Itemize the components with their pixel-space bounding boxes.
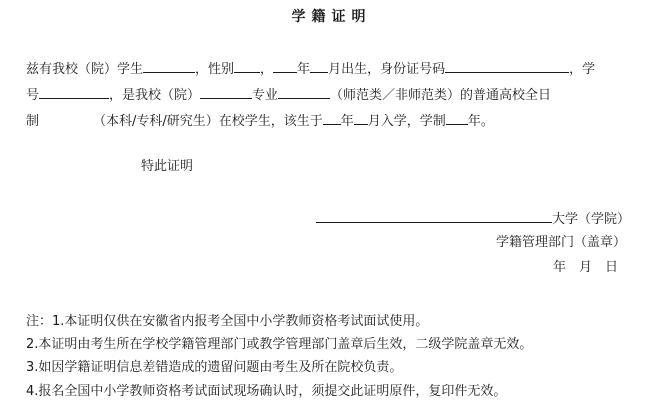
text-segment: 兹有我校（院）学生 <box>26 62 144 77</box>
note-item: 注：1.本证明仅供在安徽省内报考全国中小学教师资格考试面试使用。 <box>26 314 429 329</box>
student-name-blank <box>143 59 195 73</box>
body-line-2 <box>26 85 551 105</box>
text-segment: 专业 <box>252 88 279 103</box>
study-years-blank <box>446 111 468 125</box>
signature-university <box>316 209 630 229</box>
text-segment: 月入学，学制 <box>367 114 446 129</box>
certify-statement: 特此证明 <box>141 159 194 174</box>
university-label: 大学（学院） <box>552 212 631 227</box>
text-segment: （师范类／非师范类）的普通高校全日 <box>330 88 552 103</box>
university-name-blank <box>316 209 552 223</box>
birth-year-blank <box>273 59 297 73</box>
text-segment: 号 <box>26 88 40 103</box>
text-segment: 年 <box>340 114 354 129</box>
document-title: 学籍证明 <box>291 9 372 25</box>
body-line-1 <box>26 59 595 79</box>
note-item: 2.本证明由考生所在学校学籍管理部门或教学管理部门盖章后生效，二级学院盖章无效。 <box>26 337 533 352</box>
text-segment: 年。 <box>467 114 494 129</box>
text-segment: （本科/专科/研究生）在校学生，该生于 <box>93 114 323 129</box>
student-id-blank <box>39 85 109 99</box>
enroll-month-blank <box>354 111 368 125</box>
text-segment: ， <box>260 62 274 77</box>
text-segment: 月出生，身份证号码 <box>328 62 446 77</box>
text-segment: ，性别 <box>195 62 235 77</box>
birth-month-blank <box>310 59 328 73</box>
gender-blank <box>234 59 260 73</box>
enroll-year-blank <box>323 111 341 125</box>
department-blank <box>200 85 252 99</box>
text-segment: 制 <box>26 114 40 129</box>
signature-date: 年 月 日 <box>553 260 619 275</box>
text-segment: ，是我校（院） <box>109 88 201 103</box>
note-item: 4.报名全国中小学教师资格考试面试现场确认时，须提交此证明原件，复印件无效。 <box>26 384 507 399</box>
major-blank <box>278 85 330 99</box>
signature-department: 学籍管理部门（盖章） <box>496 235 627 250</box>
note-item: 3.如因学籍证明信息差错造成的遗留问题由考生及所在院校负责。 <box>26 360 403 375</box>
text-segment: 年 <box>297 62 311 77</box>
body-line-3 <box>26 111 494 131</box>
text-segment: ，学 <box>569 62 596 77</box>
id-number-blank <box>445 59 569 73</box>
